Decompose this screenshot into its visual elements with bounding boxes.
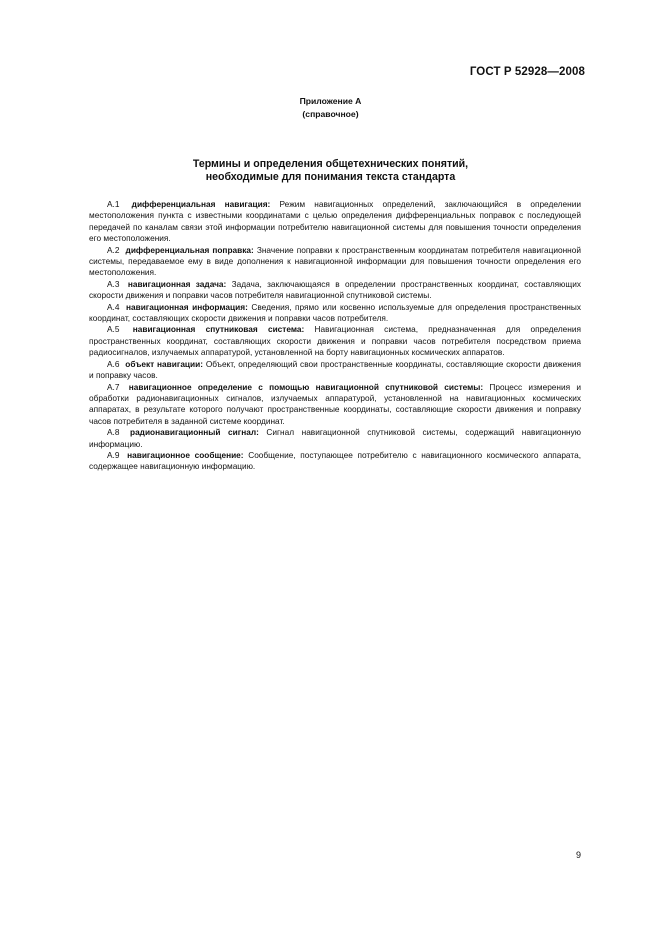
definition-entry [89, 427, 581, 450]
entry-number: А.8 [107, 427, 120, 438]
document-code: ГОСТ Р 52928—2008 [469, 66, 585, 78]
entry-definition: Объект, определяющий свои пространственные координаты, составляющие скорости движения и поправку часов. [89, 358, 582, 381]
entry-number: А.5 [107, 324, 120, 335]
entry-definition: Навигационная система, предназначенная для определения пространственных координат, составляющих скорости движения и поправки часов потребителя посредством приема радиосигналов, излучаемых аппаратурой, установленной на борту навигационных космических аппаратов. [89, 324, 581, 358]
entry-definition: Режим навигационных определений, заключающийся в определении местоположения пункта с известными координатами с целью определения дифференциальных поправок с последующей передачей по каналам связи этой информации потребителю навигационной системы для повышения точности определения его местоположения. [89, 199, 581, 244]
entry-term: навигационное сообщение: [127, 449, 244, 460]
definition-entry [89, 199, 581, 245]
appendix-kind: (справочное) [302, 109, 359, 119]
definition-entry [89, 302, 581, 325]
entry-term: навигационная задача: [127, 278, 227, 289]
entry-definition: Задача, заключающаяся в определении пространственных координат, составляющих скорости движения и поправки часов потребителя навигационной спутниковой системы. [89, 278, 581, 301]
entry-number: А.9 [107, 449, 120, 460]
entry-number: А.6 [107, 358, 120, 369]
entry-number: А.2 [107, 244, 120, 255]
definition-entry [89, 382, 581, 428]
definition-entry [89, 359, 581, 382]
definitions-list [89, 199, 581, 473]
entry-number: А.4 [107, 301, 120, 312]
entry-number: А.1 [107, 199, 120, 209]
page-number: 9 [575, 850, 581, 860]
definition-entry [89, 324, 581, 358]
section-title-line-1: Термины и определения общетехнических понятий, [192, 158, 469, 170]
entry-term: дифференциальная поправка: [125, 244, 254, 255]
entry-definition: Сведения, прямо или косвенно используемые для определения пространственных координат, составляющих скорости движения и поправки часов потребителя. [89, 301, 581, 324]
entry-term: радионавигационный сигнал: [130, 427, 259, 438]
appendix-heading [0, 95, 661, 121]
entry-definition: Сообщение, поступающее потребителю с навигационного космического аппарата, содержащее навигационную информацию. [89, 449, 581, 472]
definition-entry [89, 279, 581, 302]
section-title-line-2: необходимые для понимания текста стандарта [205, 171, 456, 183]
entry-definition: Процесс измерения и обработки радионавигационных сигналов, излучаемых аппаратурой, установленной на навигационных космических аппаратах, в результате которого получают пространственные координаты, составляющие скорости движения и поправку часов потребителя в заданной системе координат. [89, 381, 582, 426]
entry-term: навигационная спутниковая система: [132, 324, 305, 335]
entry-definition: Сигнал навигационной спутниковой системы, содержащий навигационную информацию. [89, 427, 581, 449]
definition-entry [89, 450, 581, 473]
entry-definition: Значение поправки к пространственным координатам потребителя навигационной системы, передаваемое ему в виде дополнения к навигационной информации для повышения точности определения его местоположения. [89, 244, 581, 278]
entry-term: навигационная информация: [125, 301, 248, 312]
entry-number: А.3 [107, 278, 120, 289]
definition-entry [89, 245, 581, 279]
entry-number: А.7 [107, 381, 120, 392]
appendix-label: Приложение А [299, 96, 362, 106]
entry-term: навигационное определение с помощью навигационной спутниковой системы: [128, 381, 484, 392]
entry-term: объект навигации: [125, 358, 204, 369]
entry-term: дифференциальная навигация: [131, 199, 271, 209]
section-title [0, 158, 661, 184]
